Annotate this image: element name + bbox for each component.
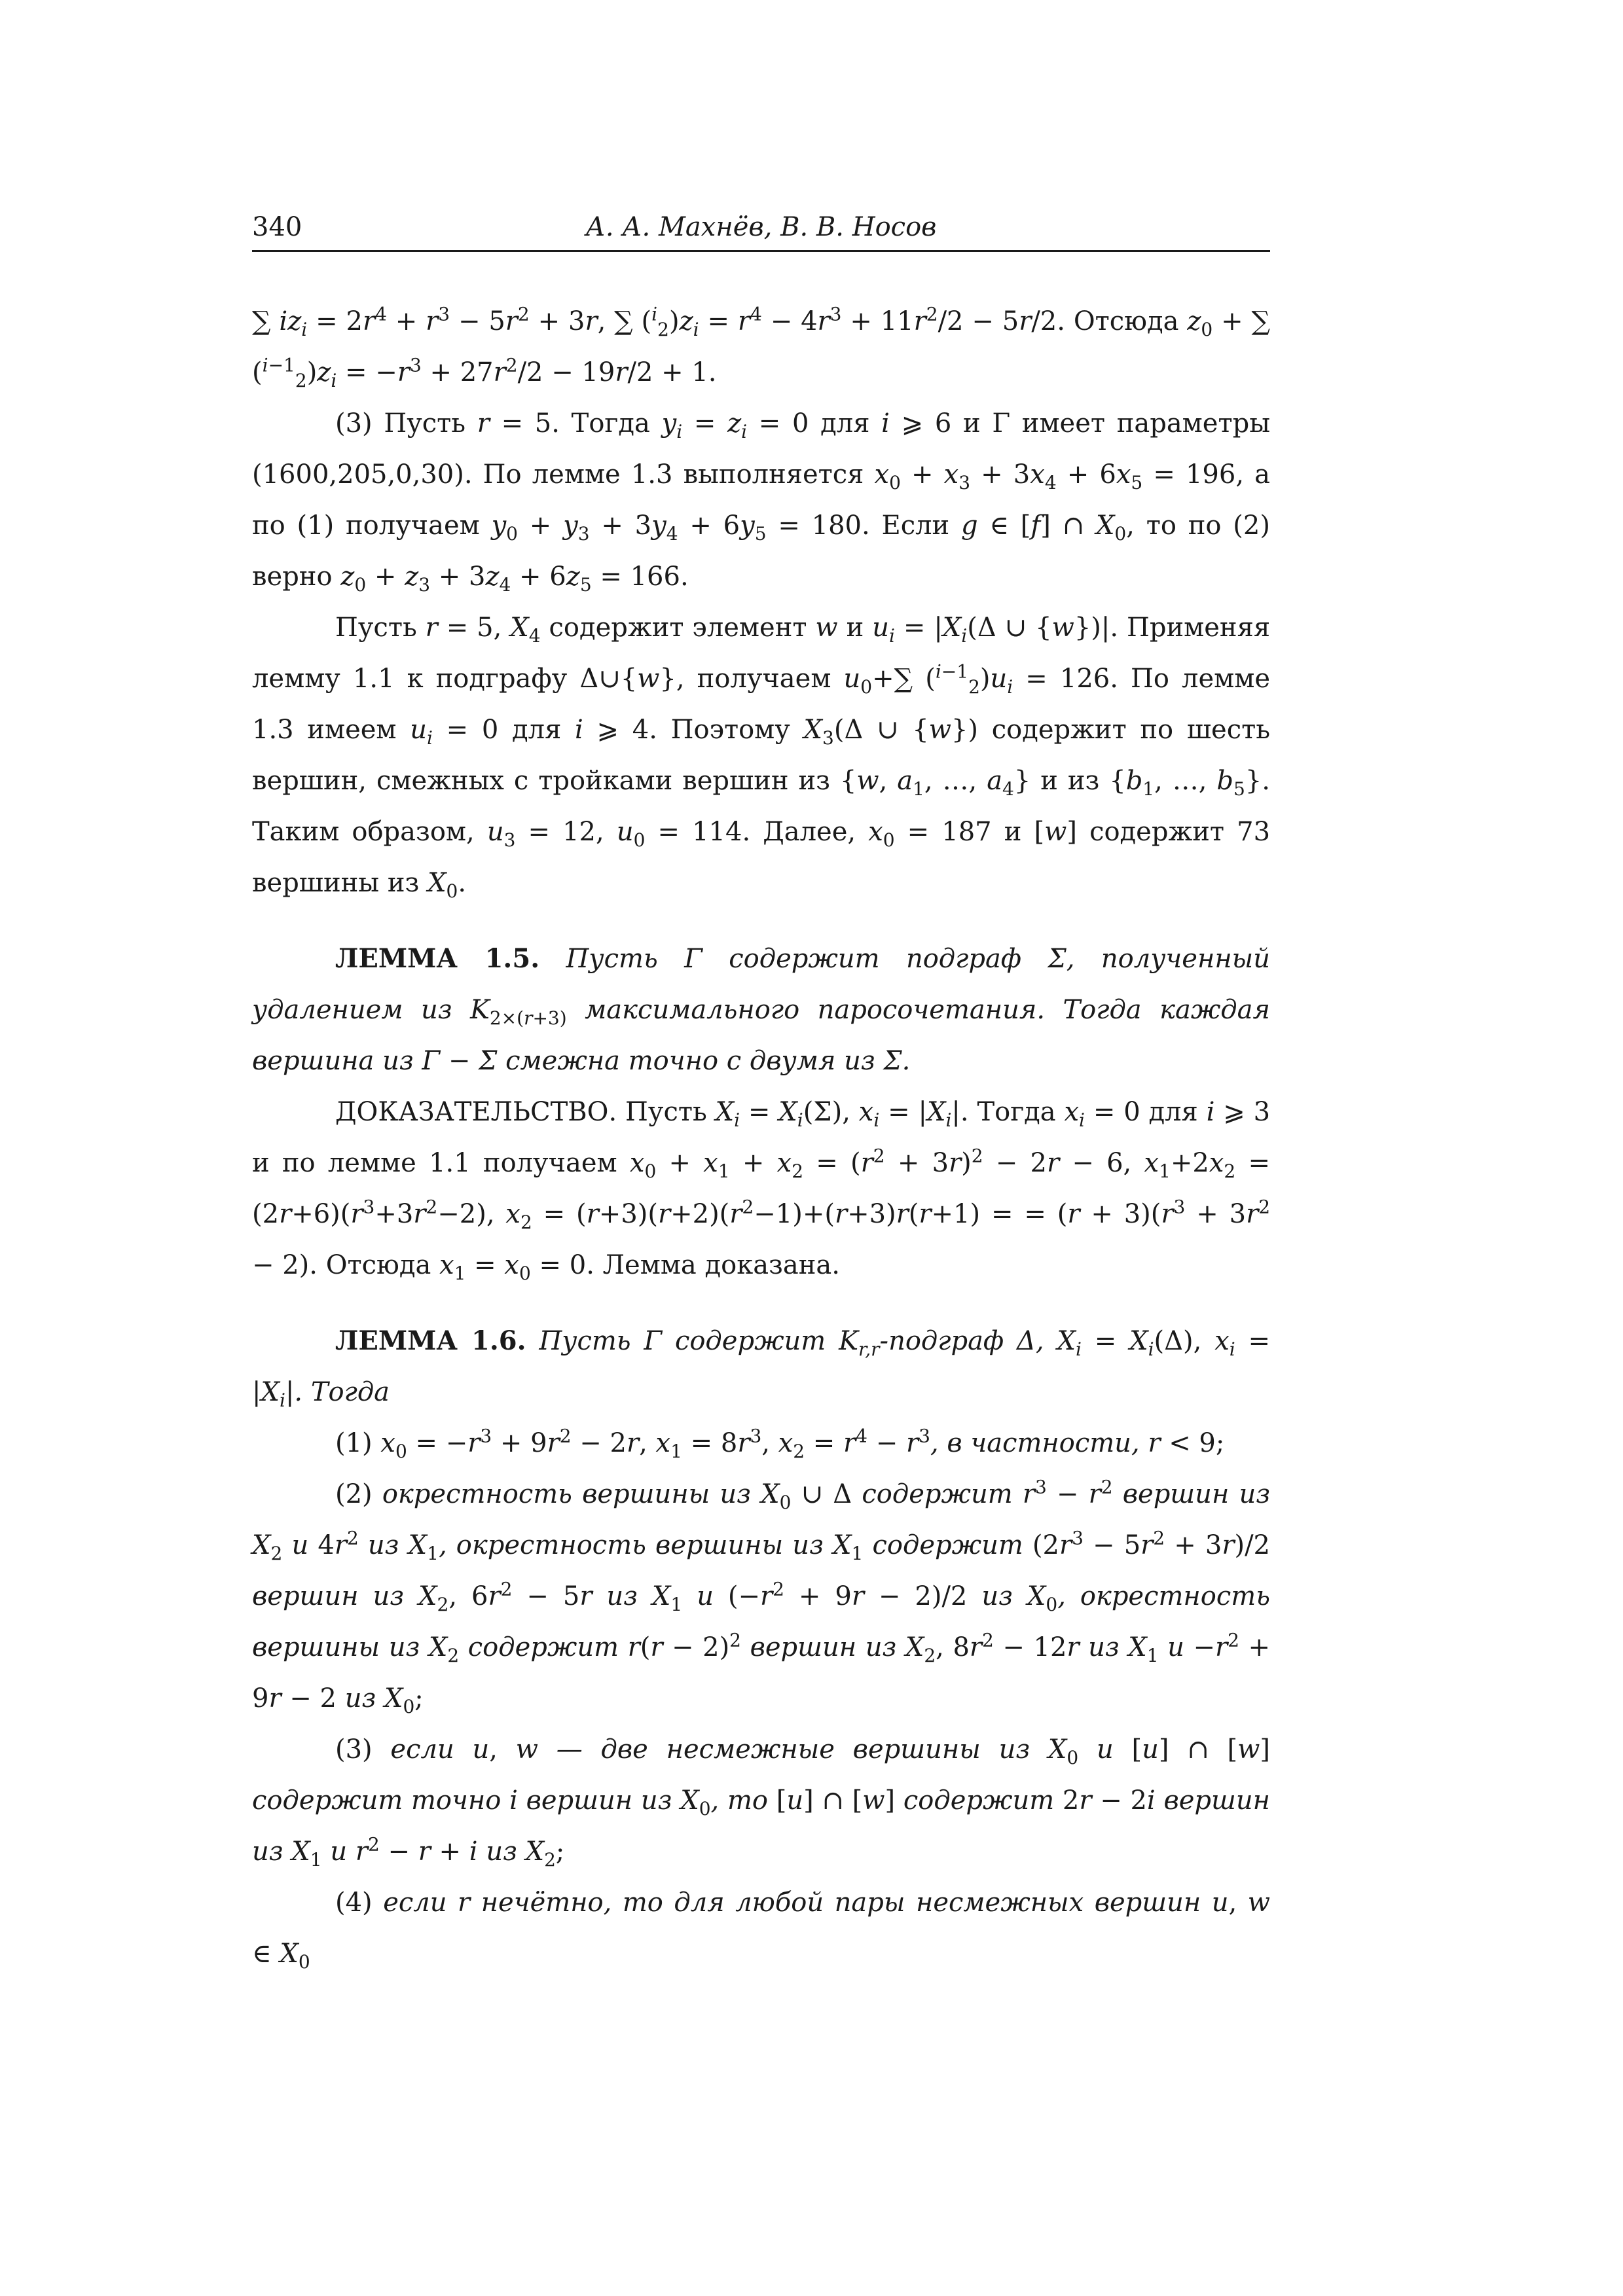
text-fragment: , то — [710, 1785, 768, 1816]
text-fragment: вершин из — [526, 1785, 672, 1816]
paragraph-subgraph-w: Пусть r = 5, $X_4$ содержит элемент w и $u_i = |X_i(\Delta$ ∪ {w})|. Применяя лемму 1.1 к подграфу Δ∪{w}, получаем $u_0+\sum$ $(^{i-1}_2)u_i = 126$. По лемме 1.3 имеем $u_i = 0$ для i ⩾ 4. Поэтому $X_3(\Delta$ ∪ {w}) содержит по шесть вершин, смежных с тройками вершин из {w, $a_1$, …, $a_4$} и из {$b_1$, …, $b_5$}. Таким образом, $u_3 = 12$, $u_0 = 114$. Далее, $x_0 = 187$ и [w] содержит 73 вершины из $X_0$. — [252, 613, 1271, 902]
text-fragment: . Тогда — [551, 408, 650, 439]
text-fragment: (3) Пусть — [335, 408, 466, 439]
text-fragment: Пусть — [335, 613, 417, 643]
text-fragment: для — [512, 715, 562, 745]
text-fragment: содержит — [862, 1479, 1013, 1509]
text-fragment: -подграф Δ, — [879, 1326, 1044, 1356]
text-fragment: , а по (1) получаем — [252, 459, 1270, 541]
lemma-1-6-item-1: (1) $x_0 = -r^3 + 9r^2 - 2r$, $x_1 = 8r^3$, $x_2 = r^4 - r^3$, в частности, r < 9; — [335, 1425, 1225, 1462]
text-fragment: и из — [1040, 766, 1100, 796]
text-fragment: вершин из — [252, 1581, 405, 1611]
text-fragment: если — [383, 1888, 447, 1918]
text-fragment: . Применяя лемму 1.1 к подграфу — [252, 613, 1271, 694]
text-fragment: . Поэтому — [649, 715, 790, 745]
text-fragment: содержит 73 вершины из — [252, 817, 1271, 898]
text-fragment: . Таким образом, — [252, 766, 1271, 847]
text-fragment: для — [1148, 1097, 1198, 1127]
text-fragment: . Отсюда — [309, 1250, 431, 1280]
text-fragment: , окрестность вершины из — [252, 1581, 1270, 1662]
text-fragment: содержит точно — [252, 1785, 501, 1816]
text-fragment: Отсюда — [1073, 306, 1179, 336]
paragraph-sums: ∑ $iz_i = 2r^4 + r^3 - 5r^2 + 3r$, ∑ $(^i_2)z_i = r^4 - 4r^3 + 11r^2/2 - 5r/2$. Отсюда $z_0$ + ∑ $(^{i-1}_2)z_i = -r^3 + 27r^2/2 - 19r/2 + 1$. — [252, 303, 1271, 391]
text-fragment: нечётно, то для любой пары несмежных вершин — [481, 1888, 1201, 1918]
text-fragment: вершин из — [1122, 1479, 1271, 1509]
text-fragment: Пусть Γ содержит подграф Σ, полученный удалением из — [252, 944, 1271, 1025]
text-fragment: . Тогда — [294, 1377, 390, 1407]
text-fragment: и — [846, 613, 864, 643]
text-fragment: , получаем — [676, 664, 831, 694]
lemma-1-6-item-3: (3) если u, w — две несмежные вершины из $X_0$ и [u] ∩ [w] содержит точно i вершин из $X_0$, то [u] ∩ [w] содержит 2r − 2i вершин из $X_1$ и $r^2 - r + i$ из $X_2$; — [252, 1734, 1271, 1871]
text-fragment: , то по (2) верно — [252, 511, 1270, 592]
text-fragment: из — [981, 1581, 1013, 1611]
text-fragment: и по лемме 1.1 получаем — [252, 1148, 617, 1178]
lemma-1-6-item-4: (4) если r нечётно, то для любой пары несмежных вершин u, w ∈ $X_0$ — [252, 1888, 1271, 1973]
text-fragment: . Далее, — [742, 817, 856, 847]
text-fragment: и — [1004, 817, 1022, 847]
text-fragment: если — [390, 1734, 454, 1765]
lemma-1-6-title: ЛЕММА 1.6. — [335, 1325, 526, 1356]
text-fragment: Пусть — [625, 1097, 707, 1127]
text-fragment: и — [1167, 1632, 1184, 1662]
text-fragment: . По лемме 1.3 имеем — [252, 664, 1271, 745]
text-fragment: содержит элемент — [549, 613, 807, 643]
text-fragment: и — [697, 1581, 714, 1611]
text-fragment: — две несмежные вершины из — [556, 1734, 1030, 1765]
text-fragment: окрестность вершины из — [382, 1479, 751, 1509]
page-number: 340 — [252, 212, 302, 242]
text-fragment: содержит по шесть вершин, смежных с тройками вершин из — [252, 715, 1270, 796]
page-body — [252, 296, 1270, 1979]
text-fragment: , окрестность вершины из — [438, 1530, 824, 1560]
text-fragment: содержит — [872, 1530, 1023, 1560]
lemma-1-5: ЛЕММА 1.5. Пусть Γ содержит подграф Σ, полученный удалением из $K_{2\times(r+3)}$ максимального паросочетания. Тогда каждая вершина из Γ − Σ смежна точно с двумя из Σ. — [252, 943, 1271, 1076]
paragraph-case-3: (3) Пусть r = 5. Тогда $y_i = z_i = 0$ для i ⩾ 6 и Γ имеет параметры (1600,205,0,30). По лемме 1.3 выполняется $x_0 + x_3 + 3x_4 + 6x_5 = 196$, а по (1) получаем $y_0 + y_3 + 3y_4 + 6y_5 = 180$. Если g ∈ [f] ∩ $X_0$, то по (2) верно $z_0 + z_3 + 3z_4 + 6z_5 = 166$. — [252, 408, 1271, 596]
text-fragment: , в частности, — [930, 1428, 1140, 1458]
lemma-1-6-item-2: (2) окрестность вершины из $X_0$ ∪ Δ содержит $r^3 - r^2$ вершин из $X_2$ и $4r^2$ из $X_1$, окрестность вершины из $X_1$ содержит $(2r^3 - 5r^2 + 3r)/2$ вершин из $X_2$, $6r^2 - 5r$ из $X_1$ и $(-r^2 + 9r - 2)/2$ из $X_0$, окрестность вершины из $X_2$ содержит $r(r - 2)^2$ вершин из $X_2$, $8r^2 - 12r$ из $X_1$ $и -r^2 + 9r - 2$ из $X_0$; — [252, 1476, 1271, 1717]
text-fragment: содержит — [467, 1632, 619, 1662]
text-fragment: и Γ имеет параметры (1600,205,0,30). По лемме 1.3 выполняется — [252, 408, 1271, 490]
text-fragment: содержит — [903, 1785, 1055, 1816]
text-fragment: . Тогда — [960, 1097, 1056, 1127]
text-fragment: вершин из — [750, 1632, 897, 1662]
proof-lemma-1-5: ДОКАЗАТЕЛЬСТВО. Пусть $X_i = X_i(\Sigma)$, $x_i = |X_i|$. Тогда $x_i = 0$ для i ⩾ 3 и по лемме 1.1 получаем $x_0 + x_1 + x_2 = (r^2 + 3r)^2 - 2r - 6$, $x_1+2x_2 = (2r+6)(r^3+3r^2-2)$, $x_2 = (r+3)(r+2)(r^2-1)+(r+3)r(r+1)$ = = $(r + 3)(r^3 + 3r^2 - 2)$. Отсюда $x_1 = x_0 = 0$. Лемма доказана. — [252, 1097, 1271, 1284]
text-fragment: из — [367, 1530, 399, 1560]
page-header — [252, 211, 1270, 252]
running-head: А. А. Махнёв, В. В. Носов — [585, 212, 937, 242]
text-fragment: максимального паросочетания. Тогда каждая вершина из Γ − Σ смежна точно с двумя из Σ. — [252, 995, 1270, 1076]
text-fragment: для — [820, 408, 870, 439]
proof-title: ДОКАЗАТЕЛЬСТВО. — [335, 1097, 617, 1127]
text-fragment: из — [606, 1581, 638, 1611]
text-fragment: вершин из — [252, 1785, 1270, 1867]
text-fragment: и — [1097, 1734, 1114, 1765]
text-fragment: из — [1088, 1632, 1120, 1662]
text-fragment: . Если — [862, 511, 950, 541]
text-fragment: из — [344, 1683, 376, 1713]
text-fragment: . Лемма доказана. — [586, 1250, 840, 1280]
text-fragment: Пусть Γ содержит — [539, 1326, 826, 1356]
lemma-1-6: ЛЕММА 1.6. Пусть Γ содержит $K_{r,r}$-подграф Δ, $X_i = X_i(\Delta)$, $x_i = |X_i|$. Тогда — [252, 1325, 1271, 1411]
text-fragment: из — [486, 1837, 517, 1867]
lemma-1-5-title: ЛЕММА 1.5. — [335, 943, 540, 974]
text-fragment: и — [330, 1837, 348, 1867]
